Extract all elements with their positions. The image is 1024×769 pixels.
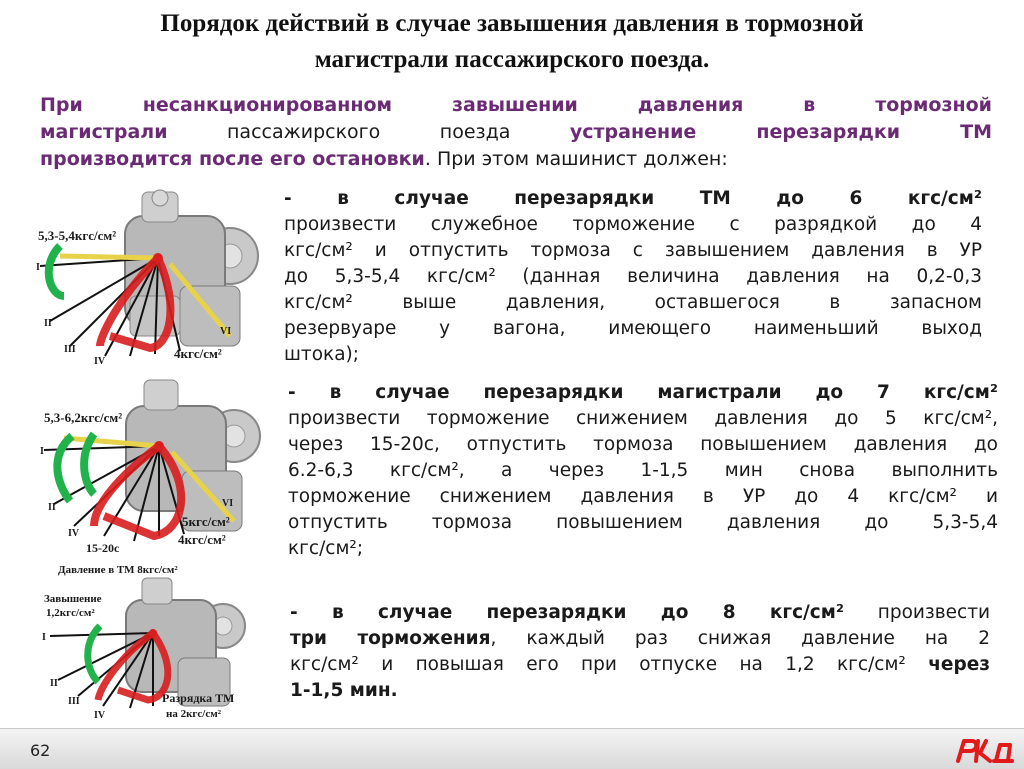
intro-l3a: производится после его остановки <box>40 148 425 170</box>
fig2-pos-4: IV <box>68 528 80 539</box>
fig1-bottom-label: 4кгс/см² <box>174 346 222 361</box>
case1-line-4: до 5,3-5,4 кгс/см² (данная величина давления на 0,2-0,3 <box>284 266 982 287</box>
fig2-bottom-label-b: 4кгс/см² <box>178 532 226 547</box>
rzd-logo-svg <box>952 735 1016 765</box>
fig2-top-label: 5,3-6,2кгс/см² <box>44 410 123 425</box>
case2-line-6: отпустить тормоза повышением давления до 5,3-5,4 <box>288 512 998 533</box>
fig1-pos-3: III <box>64 344 76 355</box>
case3-l2b: , каждый раз снижая давление на 2 <box>490 628 990 649</box>
case3-line-3 <box>290 652 990 678</box>
fig1-pos-4: IV <box>94 356 106 367</box>
crane-diagram-1-svg <box>30 186 280 376</box>
case1-line-2: произвести служебное торможение с разрядкой до 4 <box>284 214 982 235</box>
case3-l3a: кгс/см² и повышая его при отпуске на 1,2 кгс/см² <box>290 654 929 675</box>
fig1-pos-1: I <box>36 262 40 273</box>
case2-heading: - в случае перезарядки магистрали до 7 кгс/см² <box>288 382 998 403</box>
intro-line-2 <box>40 119 992 146</box>
case-7-kgf-block <box>288 380 998 562</box>
green-arrow <box>49 246 64 296</box>
fig2-pos-1: I <box>40 446 44 457</box>
case3-l2a: три торможения <box>290 628 491 649</box>
fig3-pos-1: I <box>42 632 46 643</box>
case2-line-2: произвести торможение снижением давления до 5 кгс/см², <box>288 408 998 429</box>
fig2-pos-2: II <box>48 502 56 513</box>
fig3-pos-2: II <box>50 678 58 689</box>
fig3-bottom-label-b: на 2кгс/см² <box>166 708 222 720</box>
case2-line-4: 6.2-6,3 кгс/см², а через 1-1,5 мин снова выполнить <box>288 460 998 481</box>
slide-title <box>40 6 984 78</box>
slide-footer <box>0 728 1024 769</box>
intro-l3b: . При этом машинист должен: <box>424 148 728 170</box>
fig3-top-label-b: 1,2кгс/см² <box>46 607 95 619</box>
case3-line-2 <box>290 626 990 652</box>
fig2-pos-6: VI <box>222 498 234 509</box>
page-number: 62 <box>30 741 51 760</box>
crane-diagram-3 <box>38 578 268 723</box>
fig1-pos-6: VI <box>220 326 232 337</box>
case3-l3b: через <box>928 654 990 675</box>
intro-l2a: магистрали <box>40 121 168 143</box>
fig1-top-label: 5,3-5,4кгс/см² <box>38 228 117 243</box>
fig3-bottom-label-a: Разрядка ТМ <box>162 691 235 705</box>
intro-line-1: При несанкционированном завышении давления в тормозной <box>40 94 992 116</box>
pivot-dot <box>149 629 157 637</box>
intro-l2b: пассажирского поезда <box>167 121 570 143</box>
fig2-caption: Давление в ТМ 8кгс/см² <box>58 564 178 576</box>
case1-line-3: кгс/см² и отпустить тормоза с завышением давления в УР <box>284 240 982 261</box>
case-8-kgf-block <box>290 600 990 704</box>
fig1-pos-2: II <box>44 318 52 329</box>
crane-diagram-2-svg <box>34 376 284 576</box>
crane-diagram-1 <box>30 186 280 376</box>
intro-paragraph <box>40 92 992 173</box>
title-line-2: магистрали пассажирского поезда. <box>314 46 710 73</box>
case1-line-7: штока); <box>284 344 359 365</box>
pivot-dot <box>153 253 163 263</box>
green-arrow <box>57 436 72 501</box>
fig3-pos-4: IV <box>94 710 106 721</box>
green-arrow-2 <box>84 434 94 494</box>
case-6-kgf-block <box>284 186 982 368</box>
case3-l1a: - в случае перезарядки до 8 кгс/см² <box>290 602 844 623</box>
case1-heading: - в случае перезарядки ТМ до 6 кгс/см² <box>284 188 982 209</box>
case2-line-3: через 15-20с, отпустить тормоза повышением давления до <box>288 434 998 455</box>
intro-line-3 <box>40 146 992 173</box>
case1-line-6: резервуаре у вагона, имеющего наименьший выход <box>284 318 982 339</box>
crane-diagram-2 <box>34 376 284 576</box>
case3-l1b: произвести <box>844 602 990 623</box>
pivot-dot <box>154 441 164 451</box>
crane-diagram-3-svg <box>38 578 268 723</box>
fig3-top-label-a: Завышение <box>44 593 102 605</box>
case1-line-5: кгс/см² выше давления, оставшегося в запасном <box>284 292 982 313</box>
fig2-bottom-label-a: 5кгс/см² <box>182 514 230 529</box>
title-line-1: Порядок действий в случае завышения давления в тормозной <box>160 10 864 37</box>
case3-line-4: 1-1,5 мин. <box>290 680 398 701</box>
case3-line-1 <box>290 600 990 626</box>
fig3-pos-3: III <box>68 696 80 707</box>
intro-l2c: устранение перезарядки ТМ <box>569 121 992 143</box>
fig2-left-label: 15-20с <box>86 541 120 555</box>
rzd-logo-icon <box>952 735 1016 765</box>
case2-line-7: кгс/см²; <box>288 538 364 559</box>
case2-line-5: торможение снижением давления в УР до 4 кгс/см² и <box>288 486 998 507</box>
